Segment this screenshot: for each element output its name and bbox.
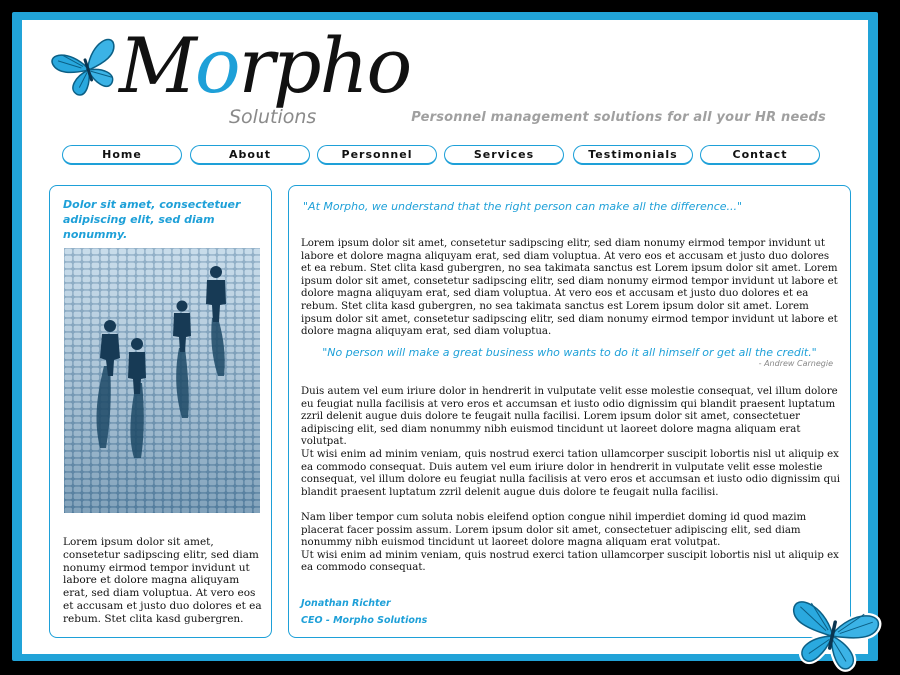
page <box>22 20 868 654</box>
brand-o: o <box>194 21 239 110</box>
nav-testimonials[interactable]: Testimonials <box>573 145 693 165</box>
nav-personnel[interactable]: Personnel <box>317 145 437 165</box>
sidebar-text: Lorem ipsum dolor sit amet, consetetur sadipscing elitr, sed diam nonumy eirmod tempor invidunt ut labore et dolore magna aliquyam erat, sed diam voluptua. At vero eos et accusam et justo duo dolores et ea rebum. Stet clita kasd gubergren. <box>63 536 262 625</box>
paragraph-4-line-b: Ut wisi enim ad minim veniam, quis nostrud exerci tation ullamcorper suscipit lobortis nisl ut aliquip ex ea commodo consequat. <box>301 549 839 574</box>
featured-quote: "No person will make a great business who wants to do it all himself or get all the credit." <box>322 346 817 359</box>
main-content-panel <box>288 185 851 638</box>
nav-about[interactable]: About <box>190 145 310 165</box>
signature-name: Jonathan Richter <box>301 598 391 609</box>
paragraph-4-line-a: Nam liber tempor cum soluta nobis eleifend option congue nihil imperdiet doming id quod mazim placerat facer possim assum. Lorem ipsum dolor sit amet, consectetuer adipiscing elit, sed diam nonummy nibh euismod tincidunt ut laoreet dolore magna aliquam erat volutpat. <box>301 512 807 549</box>
sidebar-panel <box>49 185 272 638</box>
butterfly-icon <box>48 38 128 100</box>
paragraph-4 <box>301 512 841 575</box>
tagline: Personnel management solutions for all your HR needs <box>411 110 826 125</box>
sidebar-heading: Dolor sit amet, consectetuer adipiscing elit, sed diam nonummy. <box>63 198 241 241</box>
nav-contact[interactable]: Contact <box>700 145 820 165</box>
main-nav <box>62 145 822 167</box>
paragraph-2: Duis autem vel eum iriure dolor in hendrerit in vulputate velit esse molestie consequat, vel illum dolore eu feugiat nulla facilisis at vero eros et accumsan et iusto odio dignissim qui blandit praesent luptatum zzril delenit augue duis dolore te feugait nulla facilisi. Lorem ipsum dolor sit amet, consectetuer adipiscing elit, sed diam nonummy nibh euismod tincidunt ut laoreet dolore magna aliquam erat volutpat. <box>301 386 838 448</box>
corner-butterfly-icon <box>775 596 890 674</box>
people-photo-graphic <box>64 248 260 513</box>
nav-services[interactable]: Services <box>444 145 564 165</box>
paragraph-1: Lorem ipsum dolor sit amet, consetetur sadipscing elitr, sed diam nonumy eirmod tempor invidunt ut labore et dolore magna aliquyam erat, sed diam voluptua. At vero eos et accusam et justo duo dolores et ea rebum. Stet clita kasd gubergren, no sea takimata sanctus est Lorem ipsum dolor sit amet. Lorem ipsum dolor sit amet, consetetur sadipscing elitr, sed diam nonumy eirmod tempor invidunt ut labore et dolore magna aliquyam erat, sed diam voluptua. At vero eos et accusam et justo duo dolores et ea rebum. Stet clita kasd gubergren, no sea takimata sanctus est Lorem ipsum dolor sit amet. Lorem ipsum dolor sit amet, consetetur sadipscing elitr, sed diam nonumy eirmod tempor invidunt ut labore et dolore magna aliquyam erat, sed diam voluptua. <box>301 238 838 338</box>
intro-quote: "At Morpho, we understand that the right person can make all the difference..." <box>303 200 743 213</box>
people-photo <box>64 248 260 513</box>
paragraph-3: Ut wisi enim ad minim veniam, quis nostrud exerci tation ullamcorper suscipit lobortis nisl ut aliquip ex ea commodo consequat. Duis autem vel eum iriure dolor in hendrerit in vulputate velit esse molestie consequat, vel illum dolore eu feugiat nulla facilisis at vero eros et accumsan et iusto odio dignissim qui blandit praesent luptatum zzril delenit augue duis dolore te feugait nulla facilisi. <box>301 449 841 498</box>
quote-author: - Andrew Carnegie <box>758 359 833 368</box>
nav-home[interactable]: Home <box>62 145 182 165</box>
signature-title: CEO - Morpho Solutions <box>301 615 428 626</box>
brand-m: M <box>119 21 195 110</box>
brand-logo[interactable] <box>119 21 411 110</box>
brand-subtitle: Solutions <box>229 106 317 128</box>
brand-rest: rpho <box>238 21 411 110</box>
